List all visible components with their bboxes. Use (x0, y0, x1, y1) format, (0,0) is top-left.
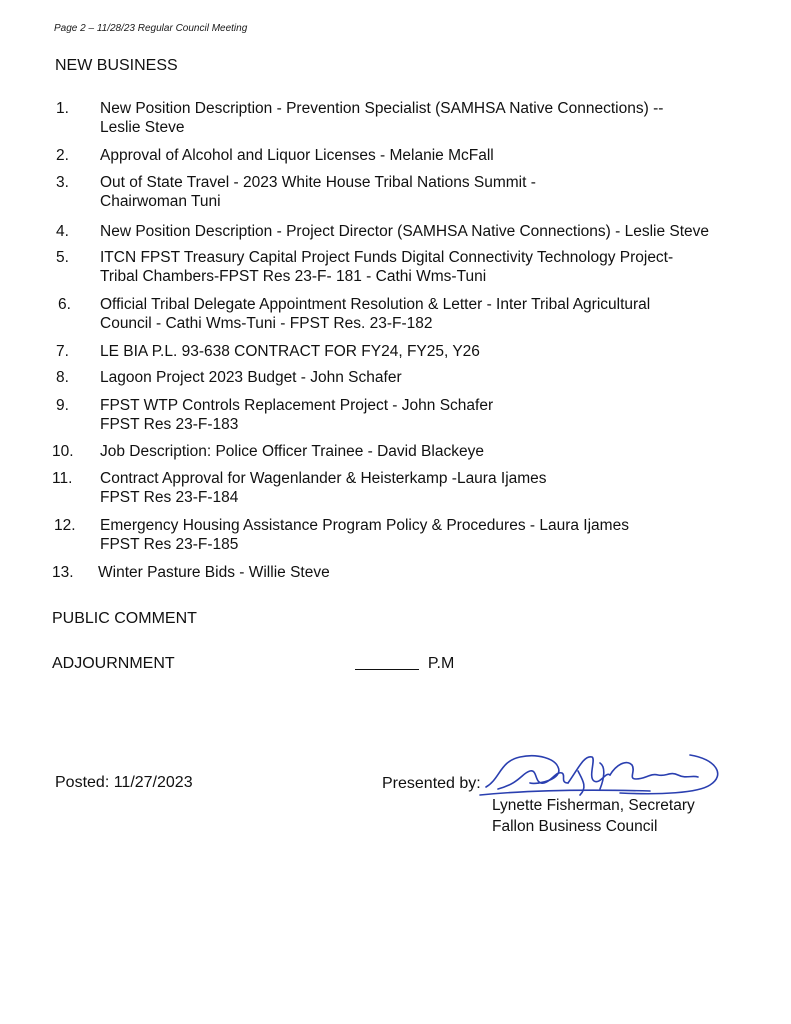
item-text-line: Emergency Housing Assistance Program Policy & Procedures - Laura Ijames (100, 517, 629, 534)
page-header: Page 2 – 11/28/23 Regular Council Meeting (54, 23, 248, 34)
item-number: 11. (52, 470, 73, 487)
item-text-line: FPST WTP Controls Replacement Project - John Schafer (100, 397, 494, 414)
item-text-line: Out of State Travel - 2023 White House Tribal Nations Summit - (100, 174, 536, 191)
item-text-line: FPST Res 23-F-183 (100, 416, 239, 433)
item-text-line: FPST Res 23-F-184 (100, 489, 239, 506)
item-number: 10. (52, 443, 74, 460)
item-number: 13. (52, 564, 74, 581)
item-text-line: LE BIA P.L. 93-638 CONTRACT FOR FY24, FY25, Y26 (100, 343, 480, 360)
item-number: 5. (56, 249, 69, 266)
adjournment-heading: ADJOURNMENT (52, 655, 175, 672)
public-comment-heading: PUBLIC COMMENT (52, 610, 197, 627)
item-text-line: New Position Description - Project Director (SAMHSA Native Connections) - Leslie Steve (100, 223, 710, 240)
item-text-line: Leslie Steve (100, 119, 185, 136)
signer-organization: Fallon Business Council (492, 818, 658, 835)
item-text-line: FPST Res 23-F-185 (100, 536, 239, 553)
item-number: 7. (56, 343, 69, 360)
item-number: 4. (56, 223, 69, 240)
item-text-line: Chairwoman Tuni (100, 193, 221, 210)
time-suffix: P.M (427, 655, 455, 672)
item-text-line: Official Tribal Delegate Appointment Resolution & Letter - Inter Tribal Agricultural (100, 296, 651, 313)
item-text-line: Winter Pasture Bids - Willie Steve (98, 564, 330, 581)
time-blank-line (355, 655, 419, 670)
item-number: 8. (56, 369, 69, 386)
adjournment-time (355, 655, 454, 673)
item-number: 12. (54, 517, 76, 534)
item-text-line: Contract Approval for Wagenlander & Heisterkamp -Laura Ijames (100, 470, 547, 487)
item-number: 3. (56, 174, 69, 191)
presented-by-label: Presented by: (382, 775, 481, 792)
item-number: 2. (56, 147, 69, 164)
item-number: 6. (58, 296, 71, 313)
signer-name: Lynette Fisherman, Secretary (492, 797, 695, 814)
item-text-line: New Position Description - Prevention Specialist (SAMHSA Native Connections) -- (100, 100, 664, 117)
posted-date: Posted: 11/27/2023 (55, 774, 193, 791)
item-number: 1. (56, 100, 69, 117)
item-text-line: Approval of Alcohol and Liquor Licenses - Melanie McFall (100, 147, 494, 164)
item-text-line: Tribal Chambers-FPST Res 23-F- 181 - Cathi Wms-Tuni (100, 268, 487, 285)
new-business-heading: NEW BUSINESS (55, 57, 178, 74)
item-text-line: Job Description: Police Officer Trainee - David Blackeye (100, 443, 484, 460)
item-text-line: Council - Cathi Wms-Tuni - FPST Res. 23-F-182 (100, 315, 433, 332)
item-text-line: ITCN FPST Treasury Capital Project Funds Digital Connectivity Technology Project- (100, 249, 674, 266)
item-number: 9. (56, 397, 69, 414)
item-text-line: Lagoon Project 2023 Budget - John Schafer (100, 369, 402, 386)
